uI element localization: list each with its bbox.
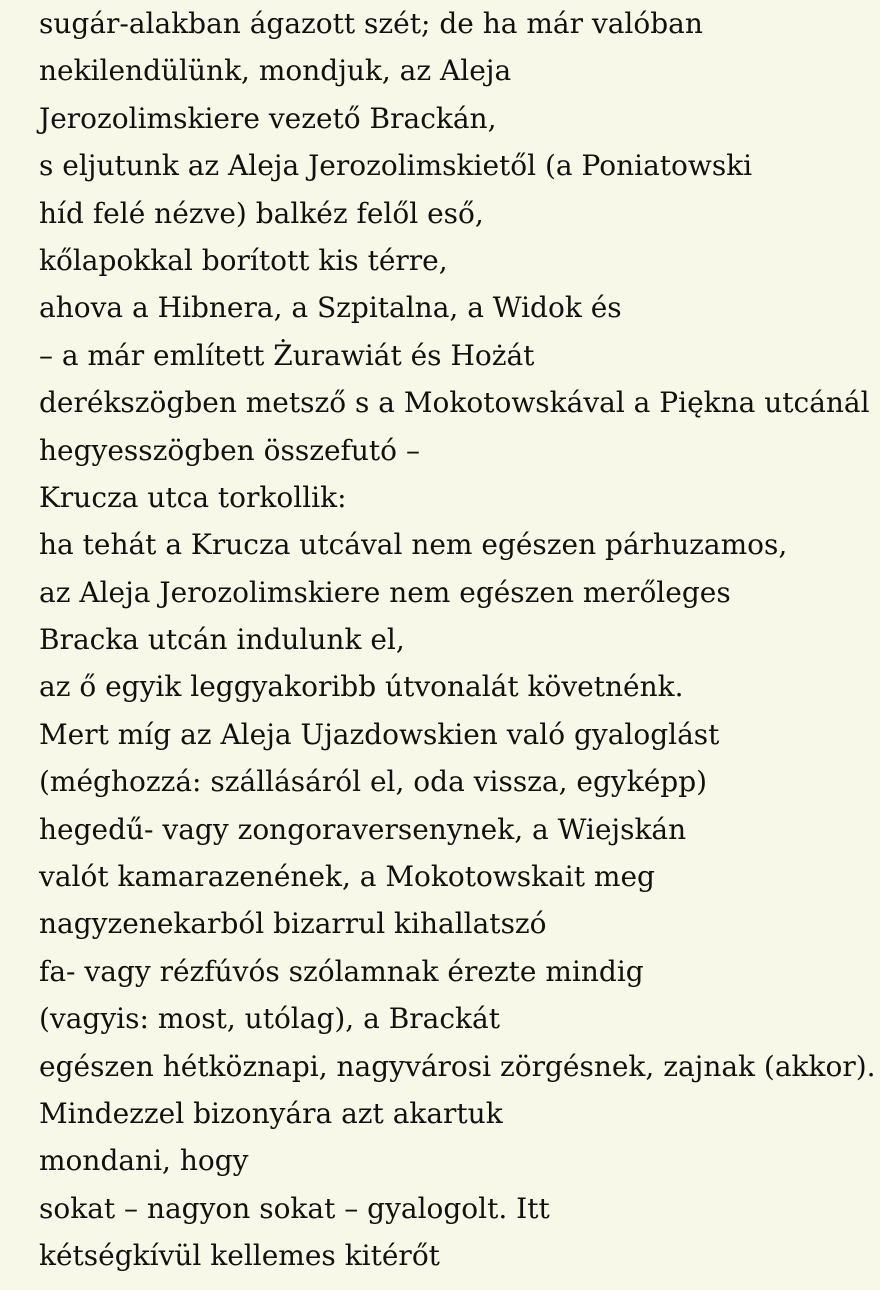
text-line: hegedű- vagy zongoraversenynek, a Wiejskán — [39, 812, 687, 846]
text-line: valót kamarazenének, a Mokotowskait meg — [39, 860, 655, 894]
text-line: derékszögben metsző s a Mokotowskával a Piękna utcánál — [39, 386, 870, 420]
text-line: nagyzenekarból bizarrul kihallatszó — [39, 907, 547, 941]
text-line: Bracka utcán indulunk el, — [39, 623, 405, 657]
text-block — [39, 0, 876, 1280]
text-line: fa- vagy rézfúvós szólamnak érezte mindig — [39, 954, 644, 988]
text-line: mondani, hogy — [39, 1144, 249, 1178]
text-line: sokat – nagyon sokat – gyalogolt. Itt — [39, 1191, 550, 1225]
text-line: Jerozolimskiere vezető Brackán, — [39, 101, 497, 135]
text-line: kétségkívül kellemes kitérőt — [39, 1239, 440, 1273]
text-line: s eljutunk az Aleja Jerozolimskietől (a Poniatowski — [39, 149, 753, 183]
text-line: sugár-alakban ágazott szét; de ha már valóban — [39, 7, 703, 40]
text-line: az Aleja Jerozolimskiere nem egészen merőleges — [39, 575, 731, 609]
text-line: Mindezzel bizonyára azt akartuk — [39, 1096, 503, 1130]
text-line: ha tehát a Krucza utcával nem egészen párhuzamos, — [39, 528, 788, 562]
text-line: az ő egyik leggyakoribb útvonalát követnénk. — [39, 670, 684, 704]
text-line: hegyesszögben összefutó – — [39, 433, 420, 467]
text-line: (vagyis: most, utólag), a Brackát — [39, 1002, 500, 1036]
text-line: ahova a Hibnera, a Szpitalna, a Widok és — [39, 291, 622, 325]
text-line: Mert míg az Aleja Ujazdowskien való gyaloglást — [39, 717, 720, 751]
text-line: – a már említett Żurawiát és Hożát — [39, 338, 535, 372]
text-line: Krucza utca torkollik: — [39, 480, 347, 514]
text-line: kőlapokkal borított kis térre, — [39, 243, 448, 277]
text-line: (méghozzá: szállásáról el, oda vissza, egyképp) — [39, 765, 708, 799]
text-line: egészen hétköznapi, nagyvárosi zörgésnek, zajnak (akkor). — [39, 1049, 876, 1083]
text-line: nekilendülünk, mondjuk, az Aleja — [39, 54, 512, 88]
text-line: híd felé nézve) balkéz felől eső, — [39, 196, 484, 230]
